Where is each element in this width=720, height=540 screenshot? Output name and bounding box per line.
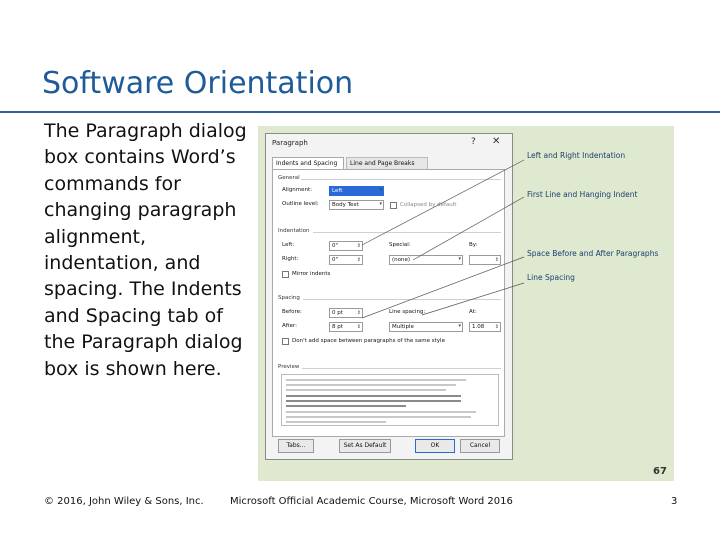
indent-right-label: Right: <box>282 256 299 262</box>
by-label: By: <box>469 242 478 248</box>
section-preview: Preview <box>278 364 300 370</box>
chevron-down-icon: ▾ <box>458 256 461 262</box>
dont-add-space-label: Don't add space between paragraphs of the same style <box>292 338 445 344</box>
footer-copyright: © 2016, John Wiley & Sons, Inc. <box>44 496 204 507</box>
alignment-value: Left <box>332 188 343 194</box>
help-icon[interactable]: ? <box>471 137 476 147</box>
callout-first-line-hanging-indent: First Line and Hanging Indent <box>527 190 638 199</box>
mirror-indents-label: Mirror indents <box>292 271 331 277</box>
indent-left-value: 0" <box>332 243 339 249</box>
section-spacing: Spacing <box>278 295 300 301</box>
leader-line-before-after <box>362 257 524 318</box>
slide-title: Software Orientation <box>42 66 354 101</box>
spinner-icon[interactable]: ⇕ <box>356 243 361 249</box>
before-label: Before: <box>282 309 302 315</box>
spinner-icon[interactable]: ⇕ <box>356 324 361 330</box>
cancel-button[interactable]: Cancel <box>460 439 500 453</box>
leader-line-left-right <box>362 160 524 245</box>
before-value: 0 pt <box>332 310 343 316</box>
set-as-default-button[interactable]: Set As Default <box>339 439 391 453</box>
after-label: After: <box>282 323 297 329</box>
spinner-icon[interactable]: ⇕ <box>494 324 499 330</box>
leader-line-spacing <box>422 283 524 315</box>
ok-button[interactable]: OK <box>415 439 455 453</box>
callout-space-before-after: Space Before and After Paragraphs <box>527 249 659 258</box>
chevron-down-icon: ▾ <box>379 201 382 207</box>
chevron-down-icon: ▾ <box>458 323 461 329</box>
collapsed-label: Collapsed by default <box>400 202 457 208</box>
tab-indents-and-spacing[interactable]: Indents and Spacing <box>272 157 344 170</box>
spinner-icon[interactable]: ⇕ <box>356 257 361 263</box>
special-label: Special: <box>389 242 411 248</box>
special-value: (none) <box>392 257 411 263</box>
book-page-number: 67 <box>653 466 667 477</box>
dialog-title: Paragraph <box>272 139 308 147</box>
at-value: 1.08 <box>472 324 485 330</box>
section-indentation: Indentation <box>278 228 310 234</box>
spinner-icon[interactable]: ⇕ <box>356 310 361 316</box>
alignment-label: Alignment: <box>282 187 313 193</box>
line-spacing-value: Multiple <box>392 324 414 330</box>
indent-right-value: 0" <box>332 257 339 263</box>
indent-left-label: Left: <box>282 242 295 248</box>
chevron-down-icon: ▾ <box>379 187 382 193</box>
spinner-icon[interactable]: ⇕ <box>494 257 499 263</box>
outline-level-label: Outline level: <box>282 201 319 207</box>
after-value: 8 pt <box>332 324 343 330</box>
callout-left-right-indentation: Left and Right Indentation <box>527 151 626 160</box>
line-spacing-label: Line spacing: <box>389 309 426 315</box>
tab-line-and-page-breaks[interactable]: Line and Page Breaks <box>346 157 428 170</box>
leader-line-first-hanging <box>413 197 524 260</box>
callout-line-spacing: Line Spacing <box>527 273 575 282</box>
tabs-button[interactable]: Tabs... <box>278 439 314 453</box>
section-general: General <box>278 175 300 181</box>
close-icon[interactable]: ✕ <box>492 136 501 147</box>
footer-slide-number: 3 <box>671 496 678 507</box>
at-label: At: <box>469 309 477 315</box>
footer-course-title: Microsoft Official Academic Course, Microsoft Word 2016 <box>230 496 513 507</box>
body-text: The Paragraph dialog box contains Word’s commands for changing paragraph alignment, indentation, and spacing. The Indents and Spacing tab of the Paragraph dialog box is shown here. <box>44 120 247 380</box>
outline-level-value: Body Text <box>332 202 359 208</box>
